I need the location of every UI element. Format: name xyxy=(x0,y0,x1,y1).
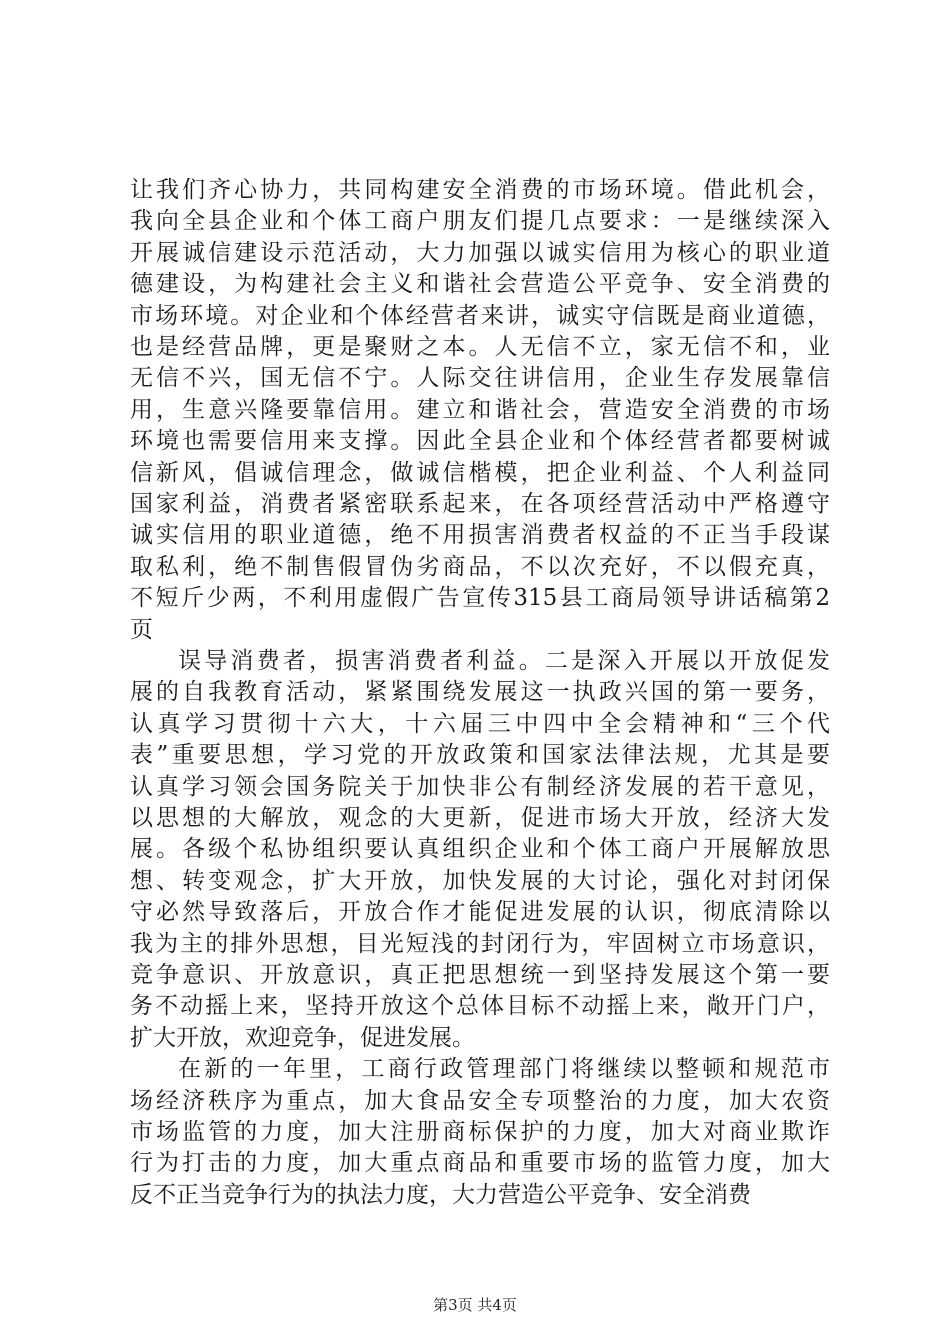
text-line: 误导消费者，损害消费者利益。二是深入开展以开放促发 xyxy=(178,648,830,674)
text-line: 不短斤少两，不利用虚假广告宣传315县工商局领导讲话稿第2 xyxy=(130,585,830,611)
text-line: 页 xyxy=(130,617,153,643)
text-line: 务不动摇上来，坚持开放这个总体目标不动摇上来，敞开门户， xyxy=(130,993,830,1019)
text-line: 表”重要思想，学习党的开放政策和国家法律法规，尤其是要 xyxy=(130,742,830,768)
text-line: 扩大开放，欢迎竞争，促进发展。 xyxy=(130,1025,475,1051)
text-line: 以思想的大解放，观念的大更新，促进市场大开放，经济大发 xyxy=(130,805,830,831)
text-line: 展。各级个私协组织要认真组织企业和个体工商户开展解放思 xyxy=(130,836,830,862)
text-line: 认真学习贯彻十六大，十六届三中四中全会精神和“三个代 xyxy=(130,711,830,737)
text-line: 环境也需要信用来支撑。因此全县企业和个体经营者都要树诚 xyxy=(130,428,830,454)
text-line: 想、转变观念，扩大开放，加快发展的大讨论，强化对封闭保 xyxy=(130,868,830,894)
text-line: 竞争意识、开放意识，真正把思想统一到坚持发展这个第一要 xyxy=(130,962,830,988)
text-line: 用，生意兴隆要靠信用。建立和谐社会，营造安全消费的市场 xyxy=(130,397,830,423)
text-line: 让我们齐心协力，共同构建安全消费的市场环境。借此机会， xyxy=(130,177,830,203)
text-line: 反不正当竞争行为的执法力度，大力营造公平竞争、安全消费 xyxy=(130,1182,751,1208)
text-line: 取私利，绝不制售假冒伪劣商品，不以次充好，不以假充真， xyxy=(130,554,830,580)
text-line: 行为打击的力度，加大重点商品和重要市场的监管力度，加大 xyxy=(130,1150,830,1176)
text-line: 信新风，倡诚信理念，做诚信楷模，把企业利益、个人利益同 xyxy=(130,460,830,486)
text-line: 无信不兴，国无信不宁。人际交往讲信用，企业生存发展靠信 xyxy=(130,365,830,391)
text-line: 德建设，为构建社会主义和谐社会营造公平竞争、安全消费的 xyxy=(130,271,830,297)
text-line: 在新的一年里，工商行政管理部门将继续以整顿和规范市 xyxy=(178,1056,830,1082)
text-line: 认真学习领会国务院关于加快非公有制经济发展的若干意见， xyxy=(130,774,830,800)
text-line: 市场环境。对企业和个体经营者来讲，诚实守信既是商业道德， xyxy=(130,303,830,329)
text-line: 市场监管的力度，加大注册商标保护的力度，加大对商业欺诈 xyxy=(130,1119,830,1145)
text-line: 诚实信用的职业道德，绝不用损害消费者权益的不正当手段谋 xyxy=(130,522,830,548)
text-line: 也是经营品牌，更是聚财之本。人无信不立，家无信不和，业 xyxy=(130,334,830,360)
text-line: 展的自我教育活动，紧紧围绕发展这一执政兴国的第一要务， xyxy=(130,679,830,705)
text-line: 守必然导致落后，开放合作才能促进发展的认识，彻底清除以 xyxy=(130,899,830,925)
text-line: 我为主的排外思想，目光短浅的封闭行为，牢固树立市场意识， xyxy=(130,931,830,957)
text-line: 国家利益，消费者紧密联系起来，在各项经营活动中严格遵守 xyxy=(130,491,830,517)
text-line: 场经济秩序为重点，加大食品安全专项整治的力度，加大农资 xyxy=(130,1088,830,1114)
text-line: 开展诚信建设示范活动，大力加强以诚实信用为核心的职业道 xyxy=(130,240,830,266)
text-line: 我向全县企业和个体工商户朋友们提几点要求：一是继续深入 xyxy=(130,208,830,234)
page-footer: 第3页 共4页 xyxy=(433,1296,517,1314)
